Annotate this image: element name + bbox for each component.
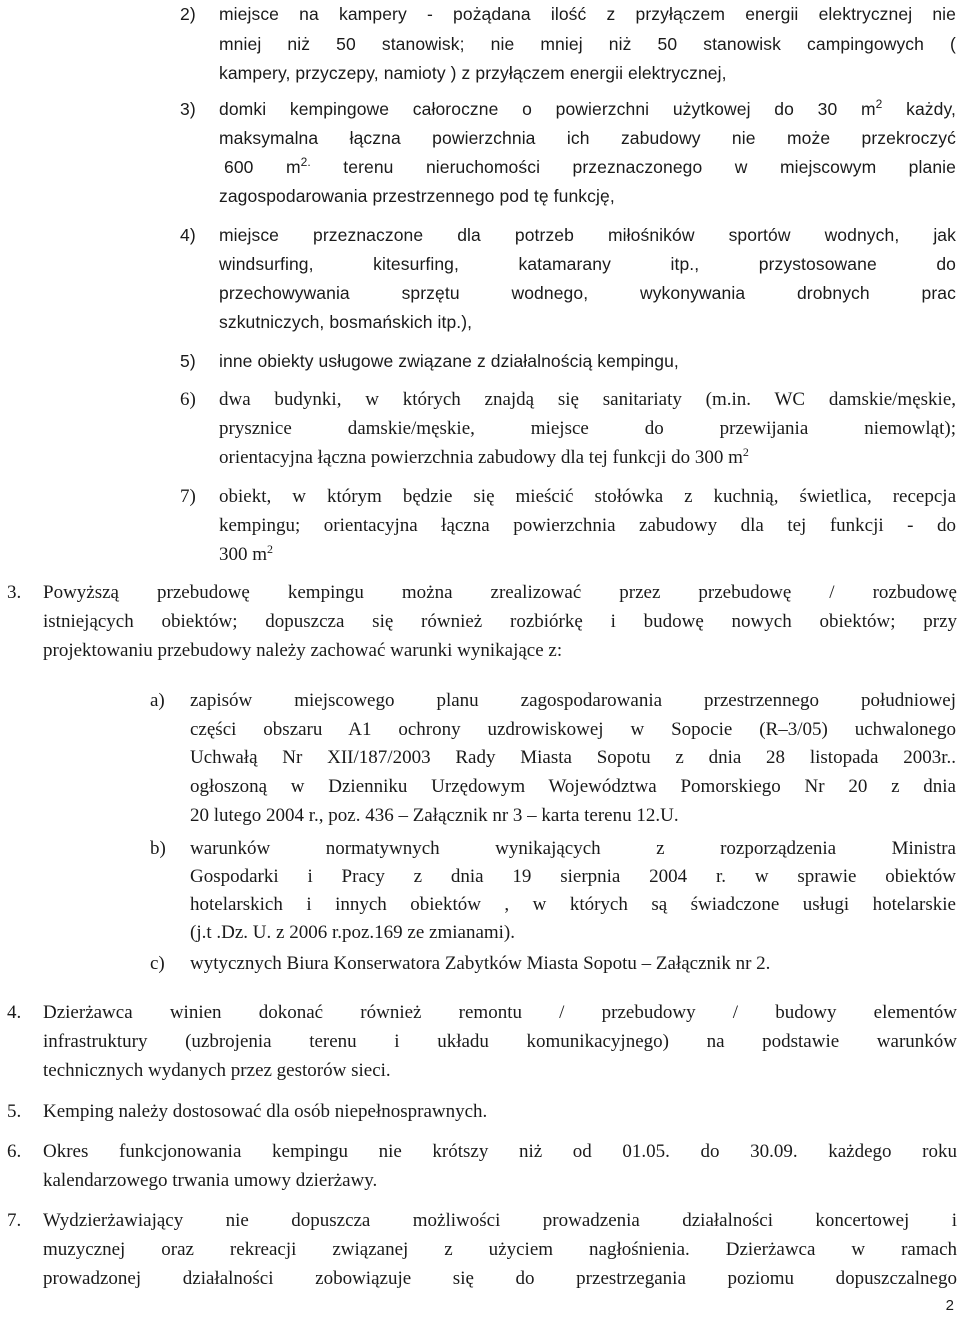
page-number: 2 (945, 1297, 954, 1314)
item-text-line: windsurfing, kitesurfing, katamarany itp., przystosowane do (219, 254, 956, 274)
section-text-line: projektowaniu przebudowy należy zachować warunki wynikające z: (43, 640, 563, 661)
item-number: 7) (180, 486, 196, 507)
item-text-line: maksymalna łączna powierzchnia ich zabudowy nie może przekroczyć (219, 128, 956, 148)
item-text-line: domki kempingowe całoroczne o powierzchni użytkowej do 30 $m^2$ każdy, (219, 97, 957, 119)
subitem-text-line: części obszaru A1 ochrony uzdrowiskowej w Sopocie (R–3/05) uchwalonego (190, 719, 956, 740)
section-number: 3. (7, 582, 22, 603)
item-text-line: 600 $m^{2.}$ terenu nieruchomości przeznaczonego w miejscowym planie (224, 155, 956, 177)
section-number: 7. (7, 1210, 22, 1231)
subitem-text-line: (j.t .Dz. U. z 2006 r.poz.169 ze zmianami). (190, 922, 516, 943)
item-text-line: kempingu; orientacyjna łączna powierzchnia zabudowy dla tej funkcji - do (219, 515, 956, 536)
subitem-text-line: hotelarskich i innych obiektów , w których są świadczone usługi hotelarskie (190, 894, 956, 915)
item-text-line: miejsce przeznaczone dla potrzeb miłośników sportów wodnych, jak (219, 225, 956, 245)
section-number: 4. (7, 1002, 22, 1023)
section-number: 6. (7, 1141, 22, 1162)
subitem-text-line: warunków normatywnych wynikających z rozporządzenia Ministra (190, 838, 956, 859)
subitem-text-line: wytycznych Biura Konserwatora Zabytków Miasta Sopotu – Załącznik nr 2. (190, 953, 771, 974)
section-text-line: muzycznej oraz rekreacji związanej z użyciem nagłośnienia. Dzierżawca w ramach (43, 1239, 957, 1260)
section-text-line: Wydzierżawiający nie dopuszcza możliwości prowadzenia działalności koncertowej i (43, 1210, 957, 1231)
item-number: 2) (180, 4, 196, 24)
item-text-line: mniej niż 50 stanowisk; nie mniej niż 50 stanowisk campingowych ( (219, 34, 956, 54)
item-text-line: kampery, przyczepy, namioty ) z przyłączem energii elektrycznej, (219, 63, 727, 83)
item-number: 3) (180, 99, 196, 119)
item-text-line: 300 $m^2$ (219, 542, 274, 565)
item-number: 5) (180, 351, 196, 371)
subitem-text-line: 20 lutego 2004 r., poz. 436 – Załącznik nr 3 – karta terenu 12.U. (190, 805, 679, 826)
item-text-line: zagospodarowania przestrzennego pod tę funkcję, (219, 186, 615, 206)
section-number: 5. (7, 1101, 22, 1122)
item-text-line: obiekt, w którym będzie się mieścić stołówka z kuchnią, świetlica, recepcja (219, 486, 956, 507)
subitem-letter: a) (150, 690, 165, 711)
section-text-line: kalendarzowego trwania umowy dzierżawy. (43, 1170, 378, 1191)
item-text-line: prysznice damskie/męskie, miejsce do przewijania niemowląt); (219, 418, 956, 439)
item-number: 6) (180, 389, 196, 410)
item-text-line: przechowywania sprzętu wodnego, wykonywania drobnych prac (219, 283, 956, 303)
section-text-line: Kemping należy dostosować dla osób niepełnosprawnych. (43, 1101, 488, 1122)
item-text-line: inne obiekty usługowe związane z działalnością kempingu, (219, 351, 679, 371)
section-text-line: istniejących obiektów; dopuszcza się również rozbiórkę i budowę nowych obiektów; przy (43, 611, 957, 632)
subitem-letter: b) (150, 838, 166, 859)
item-number: 4) (180, 225, 196, 245)
item-text-line: orientacyjna łączna powierzchnia zabudowy dla tej funkcji do 300 $m^2$ (219, 445, 749, 468)
subitem-text-line: Gospodarki i Pracy z dnia 19 sierpnia 2004 r. w sprawie obiektów (190, 866, 956, 887)
subitem-text-line: Uchwałą Nr XII/187/2003 Rady Miasta Sopotu z dnia 28 listopada 2003r.. (190, 747, 956, 768)
section-text-line: technicznych wydanych przez gestorów sieci. (43, 1060, 391, 1081)
section-text-line: Okres funkcjonowania kempingu nie krótszy niż od 01.05. do 30.09. każdego roku (43, 1141, 957, 1162)
section-text-line: infrastruktury (uzbrojenia terenu i układu komunikacyjnego) na podstawie warunków (43, 1031, 957, 1052)
item-text-line: szkutniczych, bosmańskich itp.), (219, 312, 473, 332)
subitem-text-line: ogłoszoną w Dzienniku Urzędowym Województwa Pomorskiego Nr 20 z dnia (190, 776, 956, 797)
item-text-line: miejsce na kampery - pożądana ilość z przyłączem energii elektrycznej nie (219, 4, 956, 24)
section-text-line: prowadzonej działalności zobowiązuje się do przestrzegania poziomu dopuszczalnego (43, 1268, 957, 1289)
section-text-line: Powyższą przebudowę kempingu można zrealizować przez przebudowę / rozbudowę (43, 582, 957, 603)
subitem-letter: c) (150, 953, 165, 974)
section-text-line: Dzierżawca winien dokonać również remontu / przebudowy / budowy elementów (43, 1002, 957, 1023)
subitem-text-line: zapisów miejscowego planu zagospodarowania przestrzennego południowej (190, 690, 956, 711)
item-text-line: dwa budynki, w których znajdą się sanitariaty (m.in. WC damskie/męskie, (219, 389, 956, 410)
